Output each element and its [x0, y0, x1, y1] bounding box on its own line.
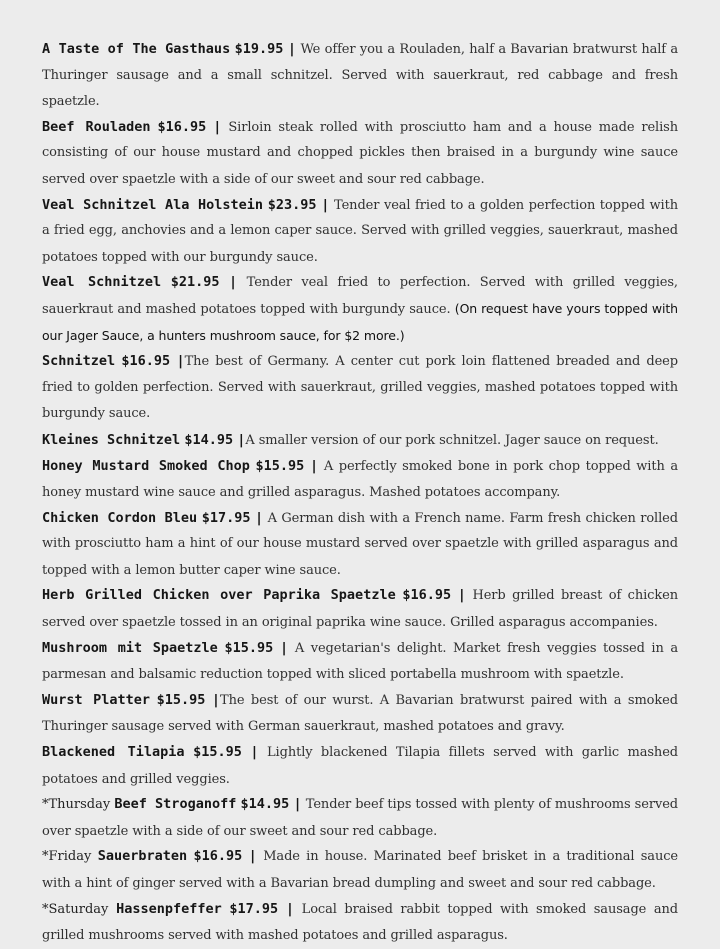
menu-item-description: Lightly blackened Tilapia fillets served with garlic mashed potatoes and grilled veggies. — [42, 745, 679, 787]
menu-item-name: Mushroom mit Spaetzle — [42, 639, 218, 656]
menu-item-separator: | — [250, 744, 259, 761]
menu-item-name: Wurst Platter — [42, 691, 151, 708]
menu-item-name: Blackened Tilapia — [42, 744, 185, 761]
menu-item-separator: | — [248, 848, 257, 865]
menu-item-price: $16.95 — [402, 587, 452, 604]
menu-item-price: $16.95 — [193, 848, 243, 865]
menu-item — [42, 506, 678, 584]
menu-item-description: Herb grilled breast of chicken served over spaetzle tossed in an original paprika wine sauce. Grilled asparagus accompanies. — [42, 588, 678, 631]
menu-item-price: $14.95 — [240, 796, 290, 813]
menu-item-name: Beef Stroganoff — [114, 796, 237, 813]
menu-item-name: Veal Schnitzel Ala Holstein — [42, 196, 264, 213]
menu-item — [42, 349, 678, 427]
menu-item-price: $16.95 — [121, 353, 171, 370]
menu-item-name: Kleines Schnitzel — [42, 431, 181, 448]
menu-item-price: $17.95 — [229, 900, 279, 917]
menu-item — [42, 427, 678, 454]
menu-item-separator: | — [285, 900, 294, 917]
menu-item-day: *Saturday — [42, 901, 109, 917]
menu-item — [42, 583, 678, 635]
menu-item-price: $17.95 — [201, 509, 251, 526]
menu-item — [42, 897, 678, 949]
menu-item — [42, 740, 678, 792]
menu-item-name: Chicken Cordon Bleu — [42, 509, 198, 526]
menu-item-price: $15.95 — [224, 639, 274, 656]
menu-item — [42, 193, 678, 271]
menu-item-separator: | — [228, 274, 238, 291]
menu-item-name: Sauerbraten — [97, 848, 188, 865]
menu-item-price: $15.95 — [255, 457, 305, 474]
menu-item-description: Sirloin steak rolled with prosciutto ham and a house made relish consisting of our house mustard and chopped pickles then braised in a burgundy wine sauce served over spaetzle with a side of our sweet and sour red cabbage. — [42, 119, 679, 187]
menu-item-description: Tender beef tips tossed with plenty of mushrooms served over spaetzle with a side of our sweet and sour red cabbage. — [42, 797, 679, 839]
menu-item — [42, 636, 678, 688]
menu-item-name: Schnitzel — [42, 353, 116, 370]
menu-item-price: $14.95 — [184, 431, 234, 448]
menu-list — [42, 37, 678, 949]
menu-item-separator: | — [211, 691, 221, 708]
menu-item-name: Beef Rouladen — [42, 118, 151, 135]
menu-item — [42, 454, 678, 506]
menu-item — [42, 792, 678, 844]
menu-item-price: $19.95 — [234, 41, 284, 57]
menu-item-name: A Taste of The Gasthaus — [42, 41, 231, 57]
menu-item-description: We offer you a Rouladen, half a Bavarian bratwurst half a Thuringer sausage and a small schnitzel. Served with sauerkraut, red cabbage and fresh spaetzle. — [42, 42, 679, 110]
menu-item — [42, 688, 678, 740]
menu-item-price: $23.95 — [267, 196, 317, 213]
menu-item-name: Hassenpfeffer — [116, 900, 222, 917]
menu-item-description: A German dish with a French name. Farm fresh chicken rolled with prosciutto ham a hint of our house mustard served over spaetzle with grilled asparagus and topped with a lemon butter caper wine sauce. — [42, 510, 678, 578]
menu-item-separator: | — [310, 457, 319, 474]
menu-item-description: A vegetarian's delight. Market fresh veggies tossed in a parmesan and balsamic reduction topped with sliced portabella mushroom with spaetzle. — [42, 640, 679, 683]
menu-item-name: Veal Schnitzel — [42, 274, 162, 291]
menu-item-separator: | — [457, 587, 466, 604]
menu-item-separator: | — [321, 196, 330, 213]
menu-item-separator: | — [293, 796, 302, 813]
menu-item-name: Herb Grilled Chicken over Paprika Spaetzle — [42, 587, 396, 604]
menu-item-separator: | — [287, 41, 297, 57]
menu-item-description: The best of Germany. A center cut pork loin flattened breaded and deep fried to golden perfection. Served with sauerkraut, grilled veggies, mashed potatoes topped with burgundy sauce. — [42, 354, 678, 422]
menu-item-price: $15.95 — [193, 744, 242, 761]
menu-item — [42, 37, 678, 115]
menu-item — [42, 844, 678, 896]
menu-item — [42, 270, 678, 349]
menu-item-price: $15.95 — [156, 691, 206, 708]
menu-item-separator: | — [237, 431, 246, 448]
menu-item-separator: | — [255, 509, 264, 526]
menu-item-description: A perfectly smoked bone in pork chop topped with a honey mustard wine sauce and grilled asparagus. Mashed potatoes accompany. — [42, 458, 678, 501]
menu-item-description: The best of our wurst. A Bavarian bratwurst paired with a smoked Thuringer sausage served with German sauerkraut, mashed potatoes and gravy. — [42, 692, 678, 735]
menu-item-day: *Friday — [42, 849, 92, 865]
menu-item-description: Tender veal fried to a golden perfection topped with a fried egg, anchovies and a lemon caper sauce. Served with grilled veggies, sauerkraut, mashed potatoes topped with our burgundy sauce. — [42, 197, 678, 265]
menu-item-separator: | — [213, 118, 222, 135]
menu-item-description: Made in house. Marinated beef brisket in a traditional sauce with a hint of ginger served with a Bavarian bread dumpling and sweet and sour red cabbage. — [42, 849, 678, 891]
menu-item-description: Local braised rabbit topped with smoked sausage and grilled mushrooms served with mashed potatoes and grilled asparagus. — [42, 901, 678, 944]
menu-item-day: *Thursday — [42, 797, 111, 813]
menu-item-note: (On request have yours topped with our Jager Sauce, a hunters mushroom sauce, for $2 more.) — [42, 300, 678, 343]
menu-item — [42, 115, 678, 193]
menu-item-description: Tender veal fried to perfection. Served with grilled veggies, sauerkraut and mashed potatoes topped with burgundy sauce. — [42, 275, 678, 317]
menu-item-price: $21.95 — [170, 274, 220, 291]
menu-item-name: Honey Mustard Smoked Chop — [42, 457, 250, 474]
menu-item-separator: | — [279, 639, 289, 656]
menu-item-description: A smaller version of our pork schnitzel. Jager sauce on request. — [245, 432, 659, 448]
menu-item-price: $16.95 — [157, 118, 207, 135]
menu-item-separator: | — [176, 353, 185, 370]
